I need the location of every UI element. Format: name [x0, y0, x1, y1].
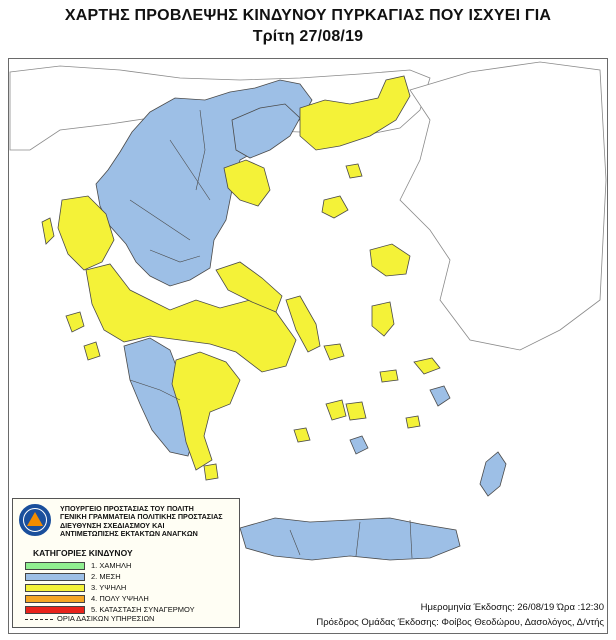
legend-item-medium [25, 572, 235, 582]
region-cyclades-blue [350, 436, 368, 454]
legend-label: 5. ΚΑΤΑΣΤΑΣΗ ΣΥΝΑΓΕΡΜΟΥ [91, 605, 195, 614]
legend-item-low [25, 561, 235, 571]
agency-line: ΥΠΟΥΡΓΕΙΟ ΠΡΟΣΤΑΣΙΑΣ ΤΟΥ ΠΟΛΙΤΗ [60, 504, 194, 513]
region-corfu [42, 218, 54, 244]
region-dodecanese-blue [430, 386, 450, 406]
region-kythira [204, 464, 218, 480]
map-title: ΧΑΡΤΗΣ ΠΡΟΒΛΕΨΗΣ ΚΙΝΔΥΝΟΥ ΠΥΡΚΑΓΙΑΣ ΠΟΥ ΙΣΧΥΕΙ ΓΙΑ [64, 7, 552, 24]
region-andros [326, 400, 346, 420]
region-lemnos [322, 196, 348, 218]
region-skyros [324, 344, 344, 360]
legend-item-high [25, 583, 235, 593]
region-milos [294, 428, 310, 442]
region-samos [414, 358, 440, 374]
legend-item-very-high [25, 594, 235, 604]
agency-block [60, 505, 223, 539]
agency-line: ΓΕΝΙΚΗ ΓΡΑΜΜΑΤΕΙΑ ΠΟΛΙΤΙΚΗΣ ΠΡΟΣΤΑΣΙΑΣ [60, 512, 223, 522]
legend-label: 4. ΠΟΛΥ ΥΨΗΛΗ [91, 594, 149, 603]
legend-swatch [25, 595, 85, 603]
region-lesvos [370, 244, 410, 276]
legend-swatch [25, 573, 85, 581]
region-naxos [346, 402, 366, 420]
legend-swatch [25, 606, 85, 614]
region-chios [372, 302, 394, 336]
region-chalkidiki [224, 160, 270, 206]
legend-swatch [25, 562, 85, 570]
risk-categories-title: ΚΑΤΗΓΟΡΙΕΣ ΚΙΝΔΥΝΟΥ [33, 548, 133, 558]
region-rhodes [480, 452, 506, 496]
region-kefalonia [66, 312, 84, 332]
legend-label: 1. ΧΑΜΗΛΗ [91, 561, 132, 570]
region-crete [240, 518, 460, 560]
agency-line: ΑΝΤΙΜΕΤΩΠΙΣΗΣ ΕΚΤΑΚΤΩΝ ΑΝΑΓΚΩΝ [60, 529, 198, 539]
issue-chair: Πρόεδρος Ομάδας Έκδοσης: Φοίβος Θεοδώρου, Δασολόγος, Δ/ντής [316, 617, 604, 628]
agency-line: ΔΙΕΥΘΥΝΣΗ ΣΧΕΔΙΑΣΜΟΥ ΚΑΙ [60, 520, 165, 530]
neighbor-country-east [400, 62, 606, 350]
region-thasos [346, 164, 362, 178]
civil-protection-logo [19, 504, 51, 536]
legend-label: 2. ΜΕΣΗ [91, 572, 121, 581]
region-zakynthos [84, 342, 100, 360]
map-date: Τρίτη 27/08/19 [252, 28, 364, 45]
region-kos [406, 416, 420, 428]
legend-label: 3. ΥΨΗΛΗ [91, 583, 127, 592]
boundary-legend-line [25, 619, 53, 620]
boundary-legend-label: ΟΡΙΑ ΔΑΣΙΚΩΝ ΥΠΗΡΕΣΙΩΝ [57, 614, 155, 623]
map-legend [12, 498, 240, 628]
legend-swatch [25, 584, 85, 592]
issue-date: Ημερομηνία Έκδοσης: 26/08/19 Ώρα :12:30 [420, 602, 604, 613]
region-ikaria [380, 370, 398, 382]
